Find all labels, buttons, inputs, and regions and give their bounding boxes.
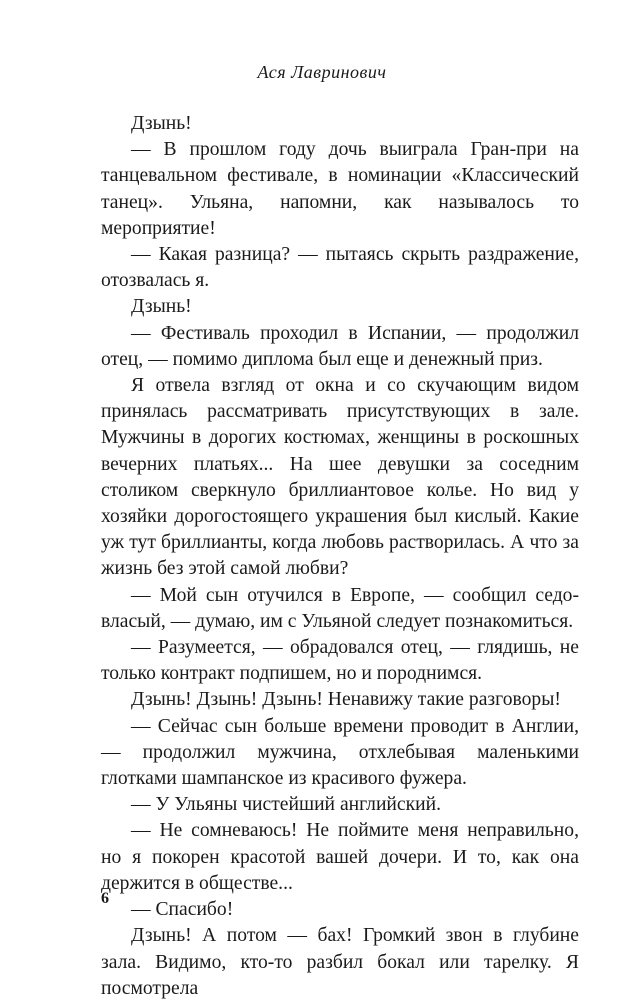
paragraph: Дзынь! Дзынь! Дзынь! Ненавижу такие разговоры! (131, 689, 561, 711)
paragraph: — Спасибо! (131, 899, 234, 921)
body-text (101, 111, 579, 1002)
paragraph: Дзынь! А потом — бах! Громкий звон в глубине зала. Видимо, кто-то разбил бокал или тарелку. Я посмотрела (101, 925, 579, 999)
paragraph: Я отвела взгляд от окна и со скучающим видом принялась рассматривать присутствующих в зале. Мужчины в дорогих костюмах, женщины в роскошных вечерних платьях... На шее девушки за соседним столиком сверкнуло бриллиантовое колье. Но вид у хозяйки дорогостоящего украшения был кислый. Какие уж тут бриллианты, когда любовь растворилась. А что за жизнь без этой самой любви? (101, 375, 579, 580)
paragraph: — У Ульяны чистейший английский. (131, 794, 441, 816)
paragraph: — Сейчас сын больше времени проводит в Англии, — продолжил мужчина, отхлебывая маленькими глотками шампанское из красивого фужера. (101, 715, 579, 790)
paragraph: — В прошлом году дочь выиграла Гран-при на танцевальном фестивале, в номинации «Классический танец». Ульяна, напомни, как называлось то мероприятие! (101, 139, 579, 239)
paragraph: Дзынь! (131, 113, 192, 134)
paragraph: Дзынь! (131, 296, 192, 318)
paragraph: — Не сомневаюсь! Не поймите меня неправильно, но я покорен красотой вашей дочери. И то, как она держится в обществе... (101, 820, 579, 894)
running-header: Ася Лавринович (257, 62, 387, 82)
paragraph: — Мой сын отучился в Европе, — сообщил седовласый, — думаю, им с Ульяной следует познакомиться. (101, 584, 579, 632)
paragraph: — Разумеется, — обрадовался отец, — глядишь, не только контракт подпишем, но и породнимся. (101, 637, 579, 685)
paragraph: — Фестиваль проходил в Испании, — продолжил отец, — помимо диплома был еще и денежный приз. (101, 322, 579, 370)
paragraph: — Какая разница? — пытаясь скрыть раздражение, отозвалась я. (101, 244, 579, 292)
page-number: 6 (101, 890, 109, 907)
